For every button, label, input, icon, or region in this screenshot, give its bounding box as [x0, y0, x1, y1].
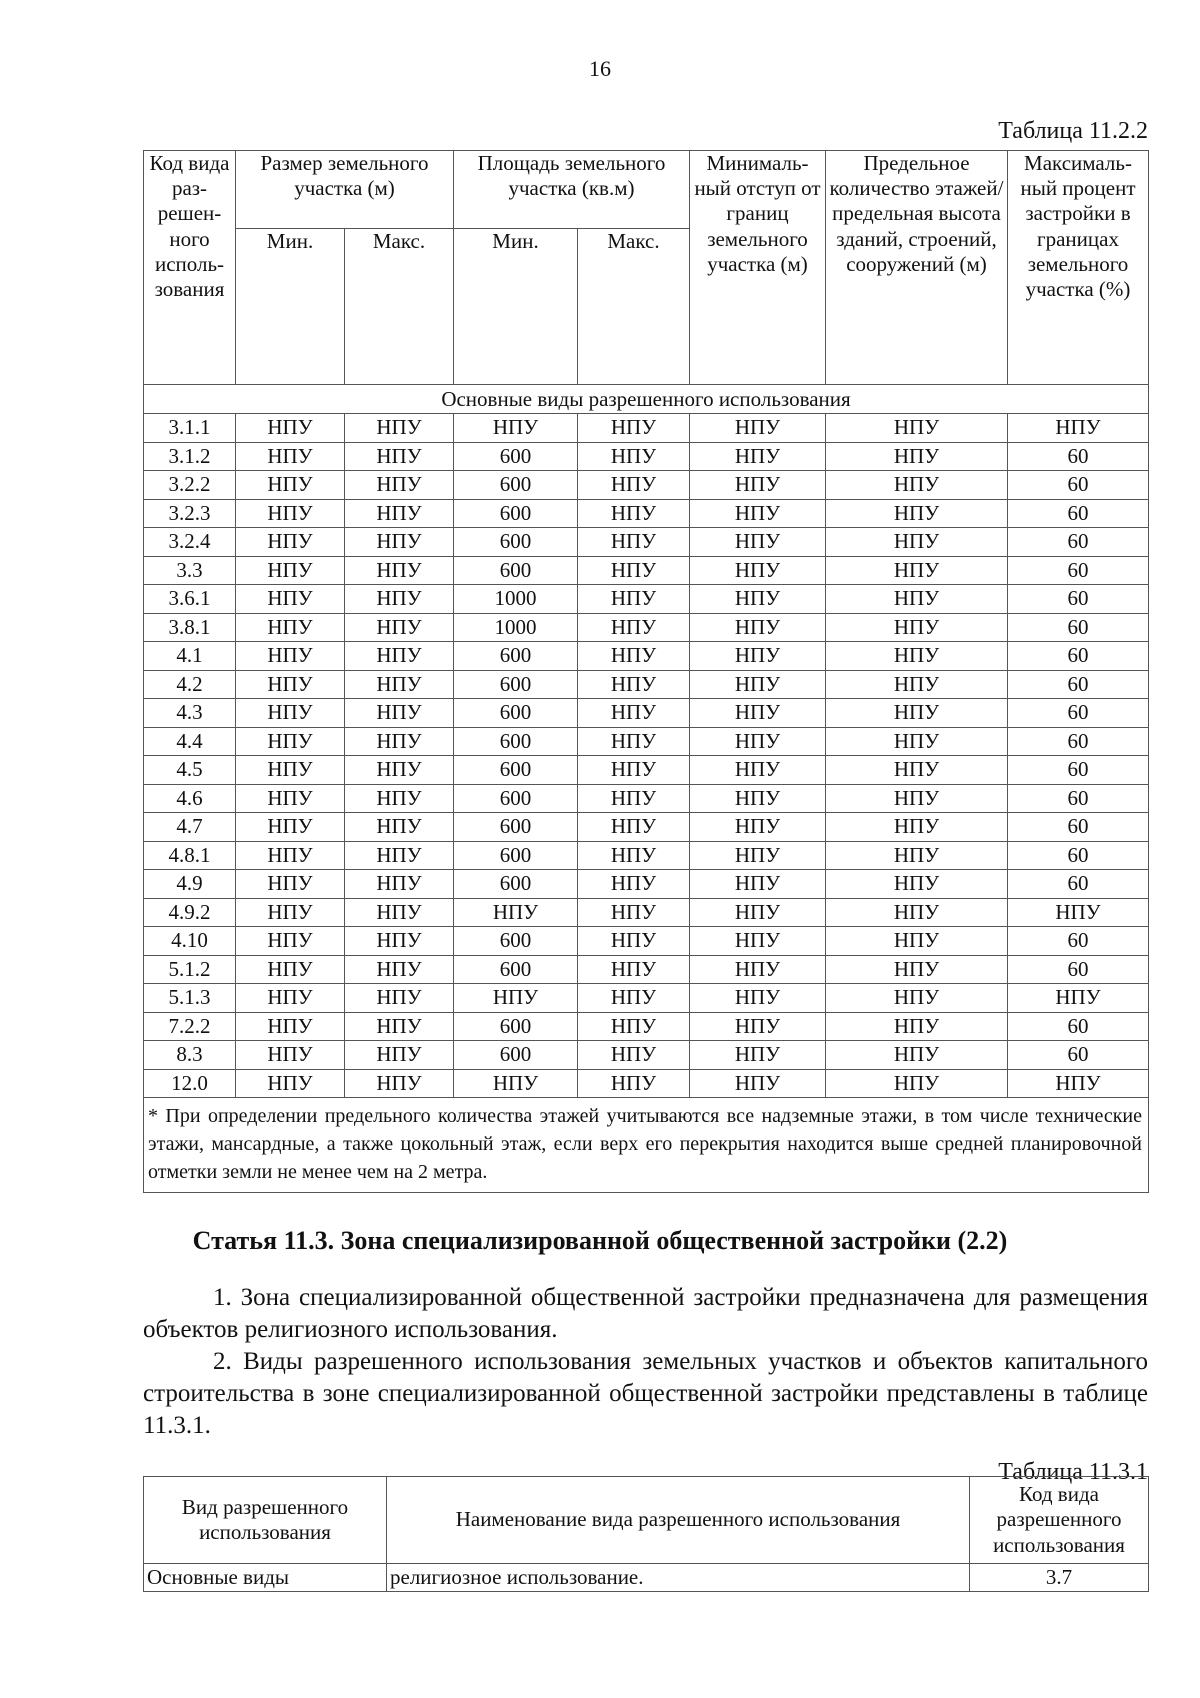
table-cell: НПУ — [690, 471, 826, 500]
table-cell: НПУ — [578, 613, 690, 642]
table-cell: НПУ — [236, 414, 345, 443]
table-cell: 4.9 — [144, 870, 236, 899]
table-cell: НПУ — [826, 414, 1008, 443]
table-row — [144, 414, 1149, 443]
table-cell: НПУ — [236, 528, 345, 557]
table-cell: НПУ — [236, 841, 345, 870]
table-cell: НПУ — [690, 756, 826, 785]
table-cell: НПУ — [236, 585, 345, 614]
table-cell: 7.2.2 — [144, 1012, 236, 1041]
table-cell: НПУ — [690, 499, 826, 528]
header-percent: Максималь-ный процент застройки в границах земельного участка (%) — [1008, 151, 1149, 385]
table-cell: 60 — [1008, 471, 1149, 500]
table-row — [144, 984, 1149, 1013]
table-cell: НПУ — [690, 699, 826, 728]
table-cell: 600 — [454, 499, 578, 528]
paragraph-2: 2. Виды разрешенного использования земельных участков и объектов капитального строительства в зоне специализированной общественной застройки представлены в таблице 11.3.1. — [143, 1348, 1148, 1439]
table-cell: НПУ — [578, 499, 690, 528]
table-cell: НПУ — [826, 499, 1008, 528]
table-cell: 3.2.4 — [144, 528, 236, 557]
table-cell: Основные виды — [144, 1564, 387, 1592]
table-cell: 600 — [454, 556, 578, 585]
table-row — [144, 813, 1149, 842]
table-row — [144, 442, 1149, 471]
table-cell: НПУ — [236, 784, 345, 813]
table-caption-11-2-2: Таблица 11.2.2 — [998, 118, 1148, 144]
table-cell: НПУ — [690, 528, 826, 557]
table-cell: 4.3 — [144, 699, 236, 728]
table-cell: НПУ — [345, 556, 454, 585]
table-row — [144, 756, 1149, 785]
table-cell: НПУ — [345, 585, 454, 614]
table-cell: НПУ — [1008, 898, 1149, 927]
header-code: Код вида раз-решен-ного исполь-зования — [144, 151, 236, 385]
table-cell: 600 — [454, 841, 578, 870]
table-cell: 600 — [454, 471, 578, 500]
table-cell: НПУ — [826, 528, 1008, 557]
table-cell: 3.6.1 — [144, 585, 236, 614]
table-cell: 60 — [1008, 1012, 1149, 1041]
table-cell: 3.2.3 — [144, 499, 236, 528]
table-cell: НПУ — [578, 699, 690, 728]
table-cell: НПУ — [578, 727, 690, 756]
table-cell: НПУ — [345, 784, 454, 813]
table-cell: НПУ — [345, 613, 454, 642]
table-cell: НПУ — [345, 898, 454, 927]
table-cell: 600 — [454, 756, 578, 785]
table-row — [144, 471, 1149, 500]
table-cell: НПУ — [826, 1012, 1008, 1041]
table-cell: НПУ — [578, 813, 690, 842]
table-row — [144, 585, 1149, 614]
table-cell: НПУ — [1008, 984, 1149, 1013]
table-cell: НПУ — [690, 1041, 826, 1070]
table-cell: НПУ — [578, 756, 690, 785]
t2-header-name: Наименование вида разрешенного использования — [387, 1477, 970, 1564]
table-cell: НПУ — [236, 870, 345, 899]
table-cell: НПУ — [690, 642, 826, 671]
table-cell: 60 — [1008, 1041, 1149, 1070]
table-cell: НПУ — [236, 1012, 345, 1041]
table-cell: НПУ — [236, 556, 345, 585]
table-cell: 600 — [454, 784, 578, 813]
table-cell: 60 — [1008, 642, 1149, 671]
table-cell: НПУ — [826, 699, 1008, 728]
table-cell: 3.7 — [970, 1564, 1149, 1592]
table-cell: НПУ — [690, 585, 826, 614]
table-cell: НПУ — [826, 870, 1008, 899]
table-cell: 600 — [454, 699, 578, 728]
table-cell: 4.8.1 — [144, 841, 236, 870]
table-row — [144, 955, 1149, 984]
table-cell: НПУ — [345, 1012, 454, 1041]
table-cell: НПУ — [690, 442, 826, 471]
header-area-max: Макс. — [578, 229, 690, 385]
table-cell: 4.7 — [144, 813, 236, 842]
table-cell: НПУ — [578, 927, 690, 956]
table-cell: 1000 — [454, 585, 578, 614]
table-cell: 600 — [454, 670, 578, 699]
table-row — [144, 613, 1149, 642]
table-cell: 60 — [1008, 442, 1149, 471]
table-cell: 60 — [1008, 727, 1149, 756]
table-cell: НПУ — [578, 414, 690, 443]
table-row — [144, 727, 1149, 756]
table-cell: НПУ — [578, 870, 690, 899]
table-row — [144, 898, 1149, 927]
table-cell: НПУ — [826, 927, 1008, 956]
table-cell: НПУ — [826, 471, 1008, 500]
table-row — [144, 784, 1149, 813]
table-cell: НПУ — [578, 984, 690, 1013]
table-cell: НПУ — [345, 870, 454, 899]
table-row — [144, 1041, 1149, 1070]
table-cell: НПУ — [236, 1041, 345, 1070]
table-cell: НПУ — [236, 756, 345, 785]
table-cell: НПУ — [690, 984, 826, 1013]
table-row — [144, 1564, 1149, 1592]
table-cell: НПУ — [690, 613, 826, 642]
table-cell: 60 — [1008, 870, 1149, 899]
table-cell: 12.0 — [144, 1069, 236, 1098]
table-cell: НПУ — [345, 756, 454, 785]
table-cell: 3.2.2 — [144, 471, 236, 500]
table-11-3-1 — [143, 1476, 1149, 1592]
table-cell: НПУ — [690, 898, 826, 927]
table-cell: НПУ — [345, 927, 454, 956]
table-cell: НПУ — [578, 528, 690, 557]
table-cell: 600 — [454, 955, 578, 984]
table-row — [144, 528, 1149, 557]
table-cell: НПУ — [236, 442, 345, 471]
table-cell: 600 — [454, 927, 578, 956]
table-cell: НПУ — [345, 1041, 454, 1070]
table-row — [144, 556, 1149, 585]
table-cell: НПУ — [454, 898, 578, 927]
table-cell: НПУ — [690, 870, 826, 899]
table-cell: 600 — [454, 1041, 578, 1070]
table-cell: 5.1.3 — [144, 984, 236, 1013]
table-cell: 600 — [454, 727, 578, 756]
table-cell: НПУ — [578, 955, 690, 984]
table-cell: НПУ — [826, 727, 1008, 756]
table-cell: НПУ — [826, 613, 1008, 642]
table-cell: 600 — [454, 1012, 578, 1041]
table-cell: 60 — [1008, 528, 1149, 557]
table-cell: НПУ — [345, 499, 454, 528]
table-cell: НПУ — [578, 556, 690, 585]
table-cell: НПУ — [578, 642, 690, 671]
table-cell: НПУ — [236, 642, 345, 671]
table-cell: НПУ — [826, 442, 1008, 471]
table-cell: 60 — [1008, 670, 1149, 699]
table-cell: НПУ — [826, 1041, 1008, 1070]
table-cell: НПУ — [345, 699, 454, 728]
table-cell: НПУ — [345, 414, 454, 443]
table-cell: 60 — [1008, 613, 1149, 642]
table-cell: 60 — [1008, 585, 1149, 614]
table-cell: НПУ — [578, 784, 690, 813]
table-cell: 60 — [1008, 499, 1149, 528]
table-cell: НПУ — [345, 670, 454, 699]
t2-header-code: Код вида разрешенного использования — [970, 1477, 1149, 1564]
table-cell: НПУ — [826, 841, 1008, 870]
table-cell: НПУ — [826, 1069, 1008, 1098]
table-cell: 60 — [1008, 756, 1149, 785]
table-cell: 4.1 — [144, 642, 236, 671]
table-cell: НПУ — [345, 955, 454, 984]
table-cell: 4.9.2 — [144, 898, 236, 927]
table-cell: НПУ — [690, 841, 826, 870]
table-row — [144, 1069, 1149, 1098]
table-cell: 60 — [1008, 841, 1149, 870]
table-cell: 60 — [1008, 927, 1149, 956]
table-cell: НПУ — [236, 727, 345, 756]
table-cell: НПУ — [826, 955, 1008, 984]
table-cell: НПУ — [578, 1041, 690, 1070]
table-cell: НПУ — [826, 898, 1008, 927]
table-cell: НПУ — [578, 841, 690, 870]
table-cell: 600 — [454, 442, 578, 471]
table-row — [144, 499, 1149, 528]
table-row — [144, 1012, 1149, 1041]
table-cell: НПУ — [345, 442, 454, 471]
table-row — [144, 841, 1149, 870]
header-size-min: Мин. — [236, 229, 345, 385]
table-cell: НПУ — [236, 1069, 345, 1098]
table-cell: 1000 — [454, 613, 578, 642]
table-cell: НПУ — [236, 670, 345, 699]
table-cell: НПУ — [690, 1012, 826, 1041]
table-cell: 600 — [454, 813, 578, 842]
table-cell: НПУ — [454, 984, 578, 1013]
table-cell: НПУ — [236, 898, 345, 927]
table-cell: 60 — [1008, 813, 1149, 842]
table-cell: НПУ — [690, 414, 826, 443]
table-row — [144, 699, 1149, 728]
table-cell: НПУ — [690, 727, 826, 756]
header-size-max: Макс. — [345, 229, 454, 385]
table-row — [144, 670, 1149, 699]
table-cell: НПУ — [826, 813, 1008, 842]
header-size: Размер земельного участка (м) — [236, 151, 454, 229]
table-cell: НПУ — [236, 927, 345, 956]
table-cell: НПУ — [1008, 414, 1149, 443]
table-cell: 3.8.1 — [144, 613, 236, 642]
table-cell: НПУ — [578, 471, 690, 500]
table-cell: НПУ — [454, 1069, 578, 1098]
table-cell: НПУ — [345, 642, 454, 671]
table-cell: НПУ — [826, 756, 1008, 785]
table-cell: 60 — [1008, 784, 1149, 813]
table-cell: НПУ — [578, 1069, 690, 1098]
table-cell: НПУ — [345, 813, 454, 842]
table-cell: НПУ — [826, 642, 1008, 671]
table-cell: НПУ — [690, 955, 826, 984]
table-cell: НПУ — [690, 1069, 826, 1098]
table-cell: 4.4 — [144, 727, 236, 756]
header-area-min: Мин. — [454, 229, 578, 385]
table-cell: НПУ — [236, 613, 345, 642]
table-footnote: * При определении предельного количества этажей учитываются все надземные этажи, в том числе технические этажи, мансардные, а также цокольный этаж, если верх его перекрытия находится выше средней планировочной отметки земли не менее чем на 2 метра. — [144, 1098, 1149, 1193]
article-heading: Статья 11.3. Зона специализированной общественной застройки (2.2) — [192, 1226, 1008, 1255]
header-floors: Предельное количество этажей/ предельная высота зданий, строений, сооружений (м) — [826, 151, 1008, 385]
table-cell: 4.6 — [144, 784, 236, 813]
table-cell: 600 — [454, 642, 578, 671]
header-area: Площадь земельного участка (кв.м) — [454, 151, 690, 229]
table-row — [144, 642, 1149, 671]
t2-header-type: Вид разрешенного использования — [144, 1477, 387, 1564]
table-cell: 600 — [454, 870, 578, 899]
table-cell: НПУ — [345, 841, 454, 870]
table-cell: НПУ — [236, 955, 345, 984]
table-cell: 4.2 — [144, 670, 236, 699]
group-label: Основные виды разрешенного использования — [144, 385, 1149, 414]
table-cell: 3.3 — [144, 556, 236, 585]
table-cell: НПУ — [690, 556, 826, 585]
table-cell: НПУ — [345, 984, 454, 1013]
paragraph-1: 1. Зона специализированной общественной застройки предназначена для размещения объектов религиозного использования. — [143, 1284, 1148, 1343]
table-cell: НПУ — [578, 442, 690, 471]
table-cell: 60 — [1008, 699, 1149, 728]
table-cell: НПУ — [578, 670, 690, 699]
table-row — [144, 927, 1149, 956]
table-cell: НПУ — [826, 556, 1008, 585]
table-cell: 8.3 — [144, 1041, 236, 1070]
table-cell: НПУ — [826, 670, 1008, 699]
page-number: 16 — [589, 56, 611, 81]
table-cell: религиозное использование. — [387, 1564, 970, 1592]
table-cell: 4.10 — [144, 927, 236, 956]
table-11-2-2 — [143, 150, 1149, 1193]
table-cell: НПУ — [236, 471, 345, 500]
table-cell: 4.5 — [144, 756, 236, 785]
table-cell: НПУ — [826, 984, 1008, 1013]
table-cell: НПУ — [690, 784, 826, 813]
header-setback: Минималь-ный отступ от границ земельного участка (м) — [690, 151, 826, 385]
table-cell: НПУ — [236, 699, 345, 728]
table-cell: НПУ — [345, 528, 454, 557]
table-cell: НПУ — [578, 1012, 690, 1041]
table-cell: 3.1.2 — [144, 442, 236, 471]
table-row — [144, 870, 1149, 899]
table-cell: НПУ — [578, 898, 690, 927]
table-cell: НПУ — [236, 499, 345, 528]
table-cell: 3.1.1 — [144, 414, 236, 443]
table-cell: 5.1.2 — [144, 955, 236, 984]
table-cell: НПУ — [345, 471, 454, 500]
table-cell: НПУ — [690, 927, 826, 956]
table-cell: 600 — [454, 528, 578, 557]
table-cell: НПУ — [1008, 1069, 1149, 1098]
table-cell: НПУ — [826, 784, 1008, 813]
table-cell: НПУ — [345, 727, 454, 756]
table-cell: НПУ — [454, 414, 578, 443]
table-cell: НПУ — [690, 670, 826, 699]
table-cell: НПУ — [236, 813, 345, 842]
table-cell: НПУ — [345, 1069, 454, 1098]
table-cell: НПУ — [578, 585, 690, 614]
table-cell: НПУ — [690, 813, 826, 842]
table-cell: НПУ — [826, 585, 1008, 614]
table-cell: 60 — [1008, 955, 1149, 984]
table-caption-11-3-1: Таблица 11.3.1 — [998, 1459, 1148, 1485]
table-cell: 60 — [1008, 556, 1149, 585]
table-cell: НПУ — [236, 984, 345, 1013]
